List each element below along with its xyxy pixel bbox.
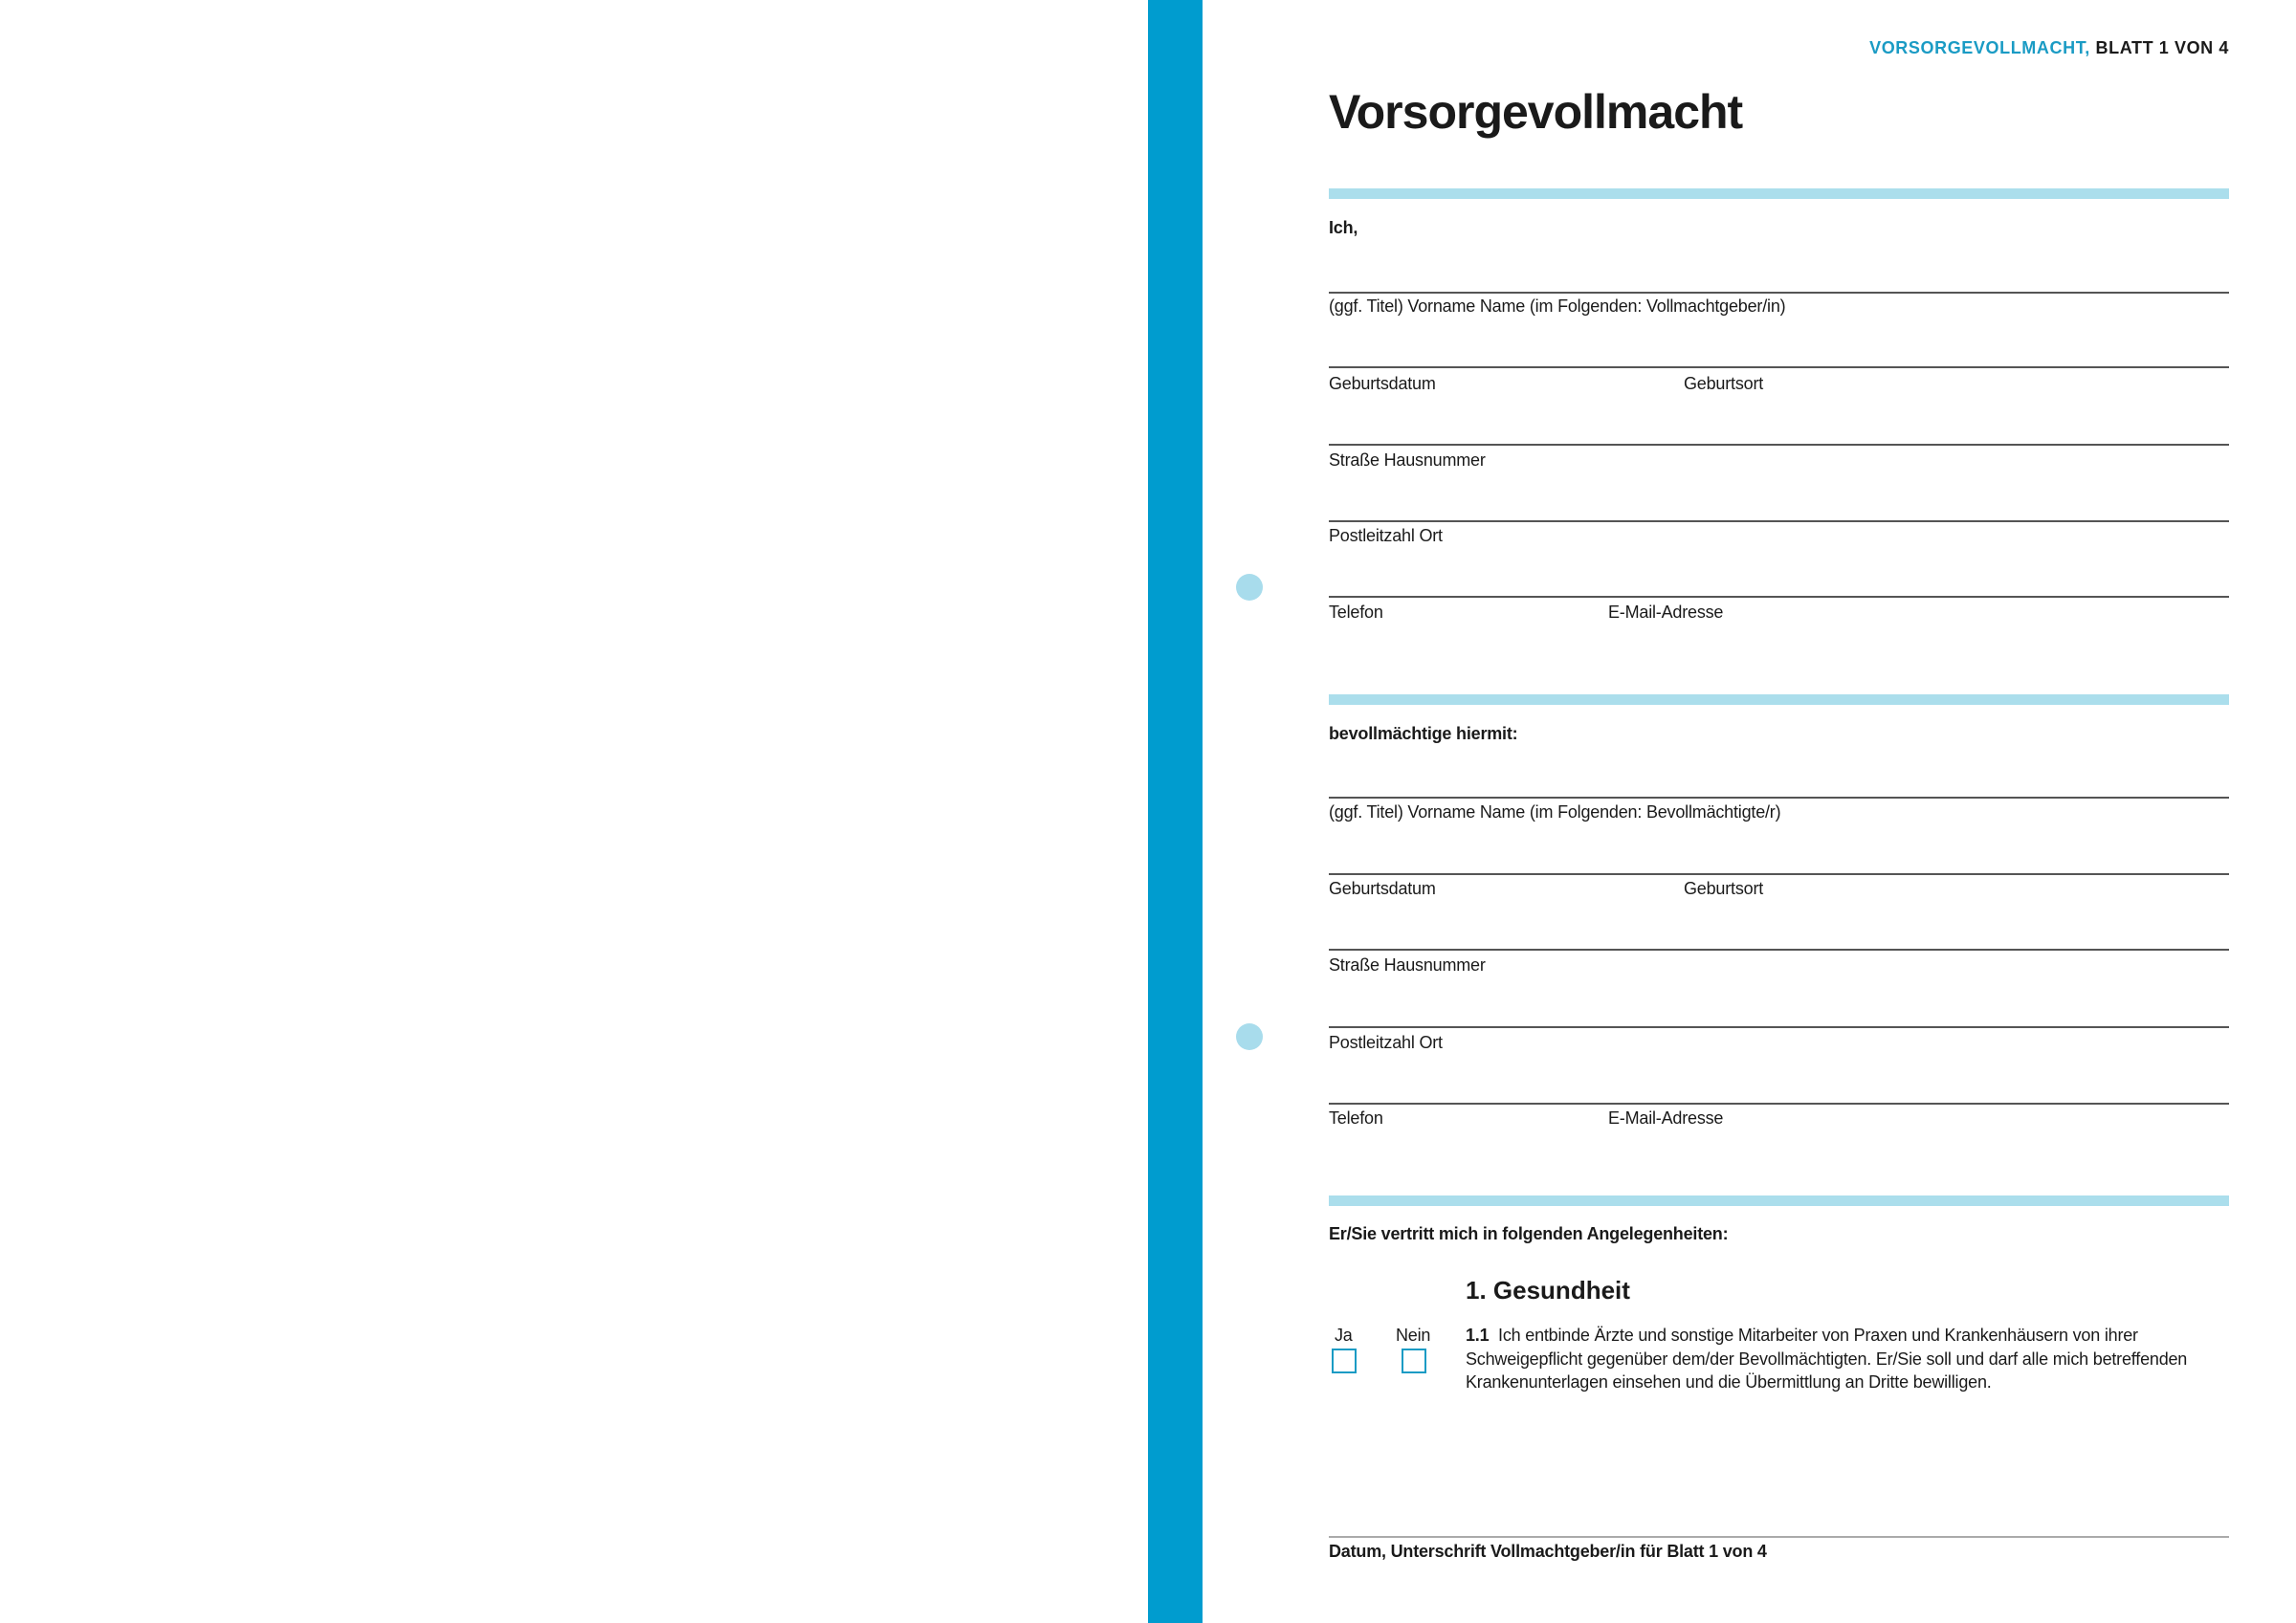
principal-email-label: E-Mail-Adresse	[1608, 603, 1724, 622]
agent-contact-field[interactable]	[1329, 1103, 2229, 1105]
no-label: Nein	[1396, 1326, 1431, 1345]
page-header	[1869, 38, 2229, 58]
binding-spine	[1148, 0, 1203, 1623]
yes-label: Ja	[1335, 1326, 1353, 1345]
page-title: Vorsorgevollmacht	[1329, 85, 1743, 139]
item-1-1-text	[1466, 1324, 2231, 1394]
agent-intro: bevollmächtige hiermit:	[1329, 724, 1518, 743]
principal-name-field[interactable]	[1329, 292, 2229, 294]
principal-street-label: Straße Hausnummer	[1329, 450, 1486, 470]
punch-hole-marker	[1236, 1023, 1263, 1050]
agent-birthplace-label: Geburtsort	[1684, 879, 1764, 898]
item-number: 1.1	[1466, 1326, 1490, 1345]
agent-birthdate-label: Geburtsdatum	[1329, 879, 1436, 898]
agent-street-label: Straße Hausnummer	[1329, 955, 1486, 975]
no-checkbox[interactable]	[1402, 1349, 1426, 1373]
agent-email-label: E-Mail-Adresse	[1608, 1108, 1724, 1128]
agent-phone-label: Telefon	[1329, 1108, 1383, 1128]
agent-name-field[interactable]	[1329, 797, 2229, 799]
agent-street-field[interactable]	[1329, 949, 2229, 951]
principal-street-field[interactable]	[1329, 444, 2229, 446]
principal-birth-field[interactable]	[1329, 366, 2229, 368]
agent-city-label: Postleitzahl Ort	[1329, 1033, 1443, 1052]
header-doc-name: VORSORGEVOLLMACHT,	[1869, 38, 2090, 57]
agent-birth-field[interactable]	[1329, 873, 2229, 875]
matters-intro: Er/Sie vertritt mich in folgenden Angelegenheiten:	[1329, 1224, 1729, 1243]
signature-field[interactable]	[1329, 1536, 2229, 1538]
principal-contact-field[interactable]	[1329, 596, 2229, 598]
signature-label: Datum, Unterschrift Vollmachtgeber/in für Blatt 1 von 4	[1329, 1542, 1767, 1561]
yes-checkbox[interactable]	[1332, 1349, 1357, 1373]
section-title-health: 1. Gesundheit	[1466, 1276, 1630, 1305]
principal-name-label: (ggf. Titel) Vorname Name (im Folgenden: Vollmachtgeber/in)	[1329, 296, 1786, 316]
principal-intro: Ich,	[1329, 218, 1358, 237]
agent-name-label: (ggf. Titel) Vorname Name (im Folgenden: Bevollmächtigte/r)	[1329, 802, 1781, 822]
section-divider	[1329, 1195, 2229, 1206]
item-body: Ich entbinde Ärzte und sonstige Mitarbeiter von Praxen und Krankenhäusern von ihrer Schweigepflicht gegenüber dem/der Bevollmächtigten. Er/Sie soll und darf alle mich betreffenden Krankenunterlagen einsehen und die Übermittlung an Dritte bewilligen.	[1466, 1326, 2188, 1392]
principal-birthdate-label: Geburtsdatum	[1329, 374, 1436, 393]
principal-city-field[interactable]	[1329, 520, 2229, 522]
principal-phone-label: Telefon	[1329, 603, 1383, 622]
agent-city-field[interactable]	[1329, 1026, 2229, 1028]
punch-hole-marker	[1236, 574, 1263, 601]
section-divider	[1329, 188, 2229, 199]
section-divider	[1329, 694, 2229, 705]
header-page-info: BLATT 1 VON 4	[2095, 38, 2229, 57]
principal-city-label: Postleitzahl Ort	[1329, 526, 1443, 545]
principal-birthplace-label: Geburtsort	[1684, 374, 1764, 393]
